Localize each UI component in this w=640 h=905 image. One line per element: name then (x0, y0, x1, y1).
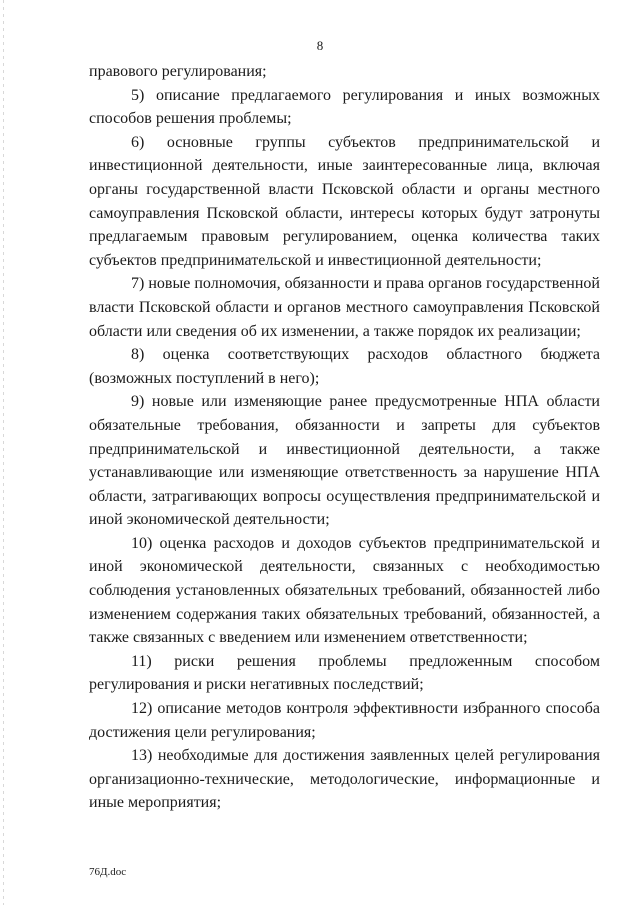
list-item-10: 10) оценка расходов и доходов субъектов предпринимательской и иной экономической деятельности, связанных с необходимостью соблюдения установленных обязательных требований, обязанностей либо изменением содержания таких обязательных требований, обязанностей, а также связанных с введением или изменением ответственности; (89, 534, 600, 647)
list-item-11: 11) риски решения проблемы предложенным способом регулирования и риски негативных последствий; (89, 652, 600, 694)
document-body (89, 60, 600, 815)
list-item-13: 13) необходимые для достижения заявленных целей регулирования организационно-технические, методологические, информационные и иные мероприятия; (89, 747, 600, 812)
list-item-6: 6) основные группы субъектов предпринимательской и инвестиционной деятельности, иные заинтересованные лица, включая органы государственной власти Псковской области и органы местного самоуправления Псковской области, интересы которых будут затронуты предлагаемым правовым регулированием, оценка количества таких субъектов предпринимательской и инвестиционной деятельности; (89, 133, 600, 269)
list-item-7: 7) новые полномочия, обязанности и права органов государственной власти Псковской области и органов местного самоуправления Псковской области или сведения об их изменении, а также порядок их реализации; (89, 275, 600, 340)
page-number: 8 (316, 38, 324, 53)
list-item-12: 12) описание методов контроля эффективности избранного способа достижения цели регулирования; (89, 700, 600, 741)
list-item-5: 5) описание предлагаемого регулирования и иных возможных способов решения проблемы; (89, 86, 600, 128)
paragraph-continuation: правового регулирования; (89, 63, 267, 80)
scan-edge-line (3, 0, 4, 905)
list-item-8: 8) оценка соответствующих расходов областного бюджета (возможных поступлений в него); (89, 346, 600, 387)
list-item-9: 9) новые или изменяющие ранее предусмотренные НПА области обязательные требования, обязанности и запреты для субъектов предпринимательской и инвестиционной деятельности, а также устанавливающие или изменяющие ответственность за нарушение НПА области, затрагивающих вопросы осуществления предпринимательской и иной экономической деятельности; (89, 393, 600, 529)
footer-filename: 76Д.doc (89, 866, 127, 878)
